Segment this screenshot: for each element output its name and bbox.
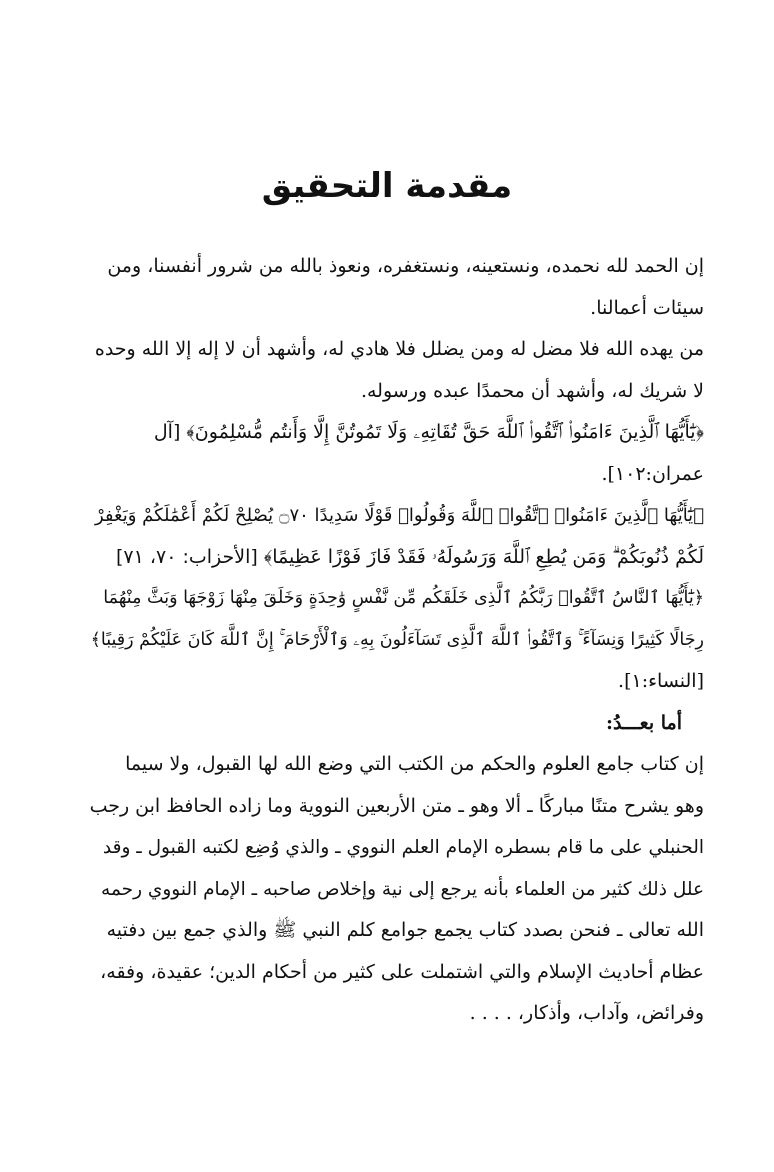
text-line: الله تعالى ـ فنحن بصدد كتاب يجمع جوامع كلم النبي ﷺ والذي جمع بين دفتيه [106, 919, 704, 941]
section-heading: أما بعـــدُ: [606, 711, 682, 734]
text-line: إن الحمد لله نحمده، ونستعينه، ونستغفره، ونعوذ بالله من شرور أنفسنا، ومن [107, 255, 704, 277]
body-text [90, 246, 704, 1035]
text-line: سيئات أعمالنا. [590, 296, 704, 319]
text-line: من يهده الله فلا مضل له ومن يضلل فلا هادي له، وأشهد أن لا إله إلا الله وحده [94, 338, 704, 360]
page-title: مقدمة التحقيق [261, 166, 513, 206]
text-line: عظام أحاديث الإسلام والتي اشتملت على كثير من أحكام الدين؛ عقيدة، وفقه، [100, 960, 704, 983]
quran-verse-line: لَكُمْ ذُنُوبَكُمْ ۗ وَمَن يُطِعِ ٱللَّهَ وَرَسُولَهُۥ فَقَدْ فَازَ فَوْزًا عَظِيمًا﴾ [الأحزاب: ٧٠، ٧١] [115, 545, 704, 568]
verse-reference: عمران:١٠٢]. [601, 462, 704, 485]
quran-verse-line: ﴿يَٰٓأَيُّهَا ٱلَّذِينَ ءَامَنُوا۟ ٱتَّقُوا۟ ٱللَّهَ حَقَّ تُقَاتِهِۦ وَلَا تَمُوتُنَّ إِلَّا وَأَنتُم مُّسْلِمُونَ﴾ [آل [153, 421, 704, 443]
text-line: وهو يشرح متنًا مباركًا ـ ألا وهو ـ متن الأربعين النووية وما زاده الحافظ ابن رجب [90, 794, 704, 817]
quran-verse-line: رِجَالًا كَثِيرًا وَنِسَآءً ۚ وَٱتَّقُوا۟ ٱللَّهَ ٱلَّذِى تَسَآءَلُونَ بِهِۦ وَٱلْأَرْحَامَ ۚ إِنَّ ٱللَّهَ كَانَ عَلَيْكُمْ رَقِيبًا﴾ [90, 629, 704, 650]
text-line: الحنبلي على ما قام بسطره الإمام العلم النووي ـ والذي وُضِع لكتبه القبول ـ وقد [102, 837, 704, 858]
text-line: لا شريك له، وأشهد أن محمدًا عبده ورسوله. [360, 379, 704, 402]
text-line: علل ذلك كثير من العلماء بأنه يرجع إلى نية وإخلاص صاحبه ـ الإمام النووي رحمه [101, 878, 704, 900]
verse-reference: [النساء:١]. [618, 670, 704, 692]
quran-verse-line: ﴿يَٰٓأَيُّهَا ٱلنَّاسُ ٱتَّقُوا۟ رَبَّكُمُ ٱلَّذِى خَلَقَكُم مِّن نَّفْسٍ وَٰحِدَةٍ وَخَلَقَ مِنْهَا زَوْجَهَا وَبَثَّ مِنْهُمَا [103, 588, 704, 608]
quran-verse-line: ﴿يَٰٓأَيُّهَا ٱلَّذِينَ ءَامَنُوا۟ ٱتَّقُوا۟ ٱللَّهَ وَقُولُوا۟ قَوْلًا سَدِيدًا ۝٧٠ يُصْلِحْ لَكُمْ أَعْمَٰلَكُمْ وَيَغْفِرْ [94, 505, 704, 526]
text-line: وفرائض، وآداب، وأذكار، . . . . [469, 1002, 704, 1024]
text-line: إن كتاب جامع العلوم والحكم من الكتب التي وضع الله لها القبول، ولا سيما [125, 753, 704, 775]
